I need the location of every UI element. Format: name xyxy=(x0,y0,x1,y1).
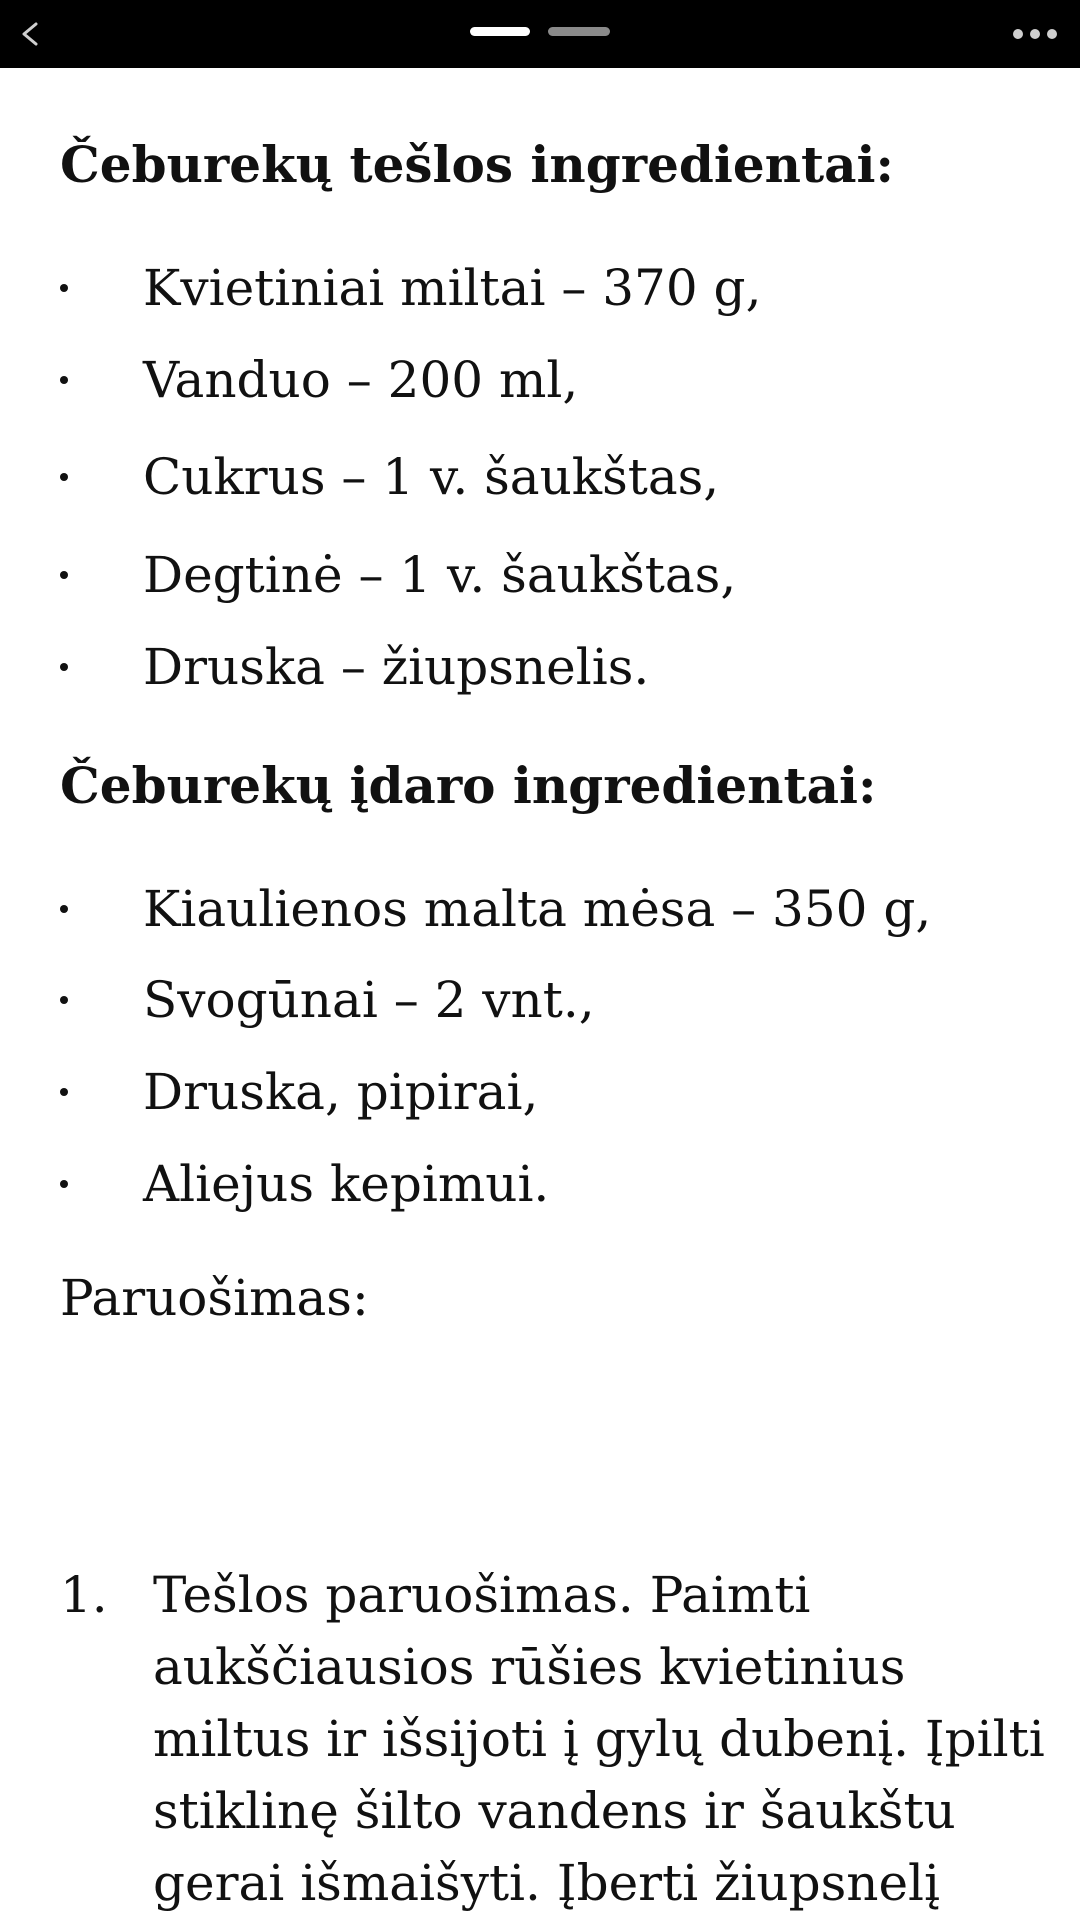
more-options-button[interactable] xyxy=(1010,18,1060,50)
filling-ingredients-heading: Čeburekų įdaro ingredientai: xyxy=(60,756,877,815)
step-text-line: stiklinę šilto vandens ir šaukštu xyxy=(153,1782,956,1840)
bullet-icon xyxy=(60,376,68,384)
more-horizontal-icon xyxy=(1010,18,1060,50)
list-item xyxy=(60,442,1040,512)
list-item xyxy=(60,345,1040,415)
page-indicator-1[interactable] xyxy=(470,27,530,36)
bullet-icon xyxy=(60,571,68,579)
top-toolbar xyxy=(0,0,1080,68)
list-item-text: Aliejus kepimui. xyxy=(143,1155,550,1213)
preparation-label: Paruošimas: xyxy=(60,1269,369,1327)
back-button[interactable] xyxy=(6,10,54,58)
list-item-text: Vanduo – 200 ml, xyxy=(143,351,579,409)
list-item xyxy=(60,965,1040,1035)
list-item-text: Cukrus – 1 v. šaukštas, xyxy=(143,448,720,506)
list-item xyxy=(60,632,1040,702)
list-item xyxy=(60,1149,1040,1219)
list-item-text: Druska, pipirai, xyxy=(143,1063,539,1121)
step-text-line: Tešlos paruošimas. Paimti xyxy=(153,1566,811,1624)
bullet-icon xyxy=(60,473,68,481)
list-item-text: Degtinė – 1 v. šaukštas, xyxy=(143,546,737,604)
chevron-left-icon xyxy=(6,10,54,58)
page-indicator-2[interactable] xyxy=(548,27,610,36)
step-text xyxy=(153,1559,1045,1919)
list-item xyxy=(60,253,1040,323)
list-item-text: Svogūnai – 2 vnt., xyxy=(143,971,595,1029)
bullet-icon xyxy=(60,1180,68,1188)
bullet-icon xyxy=(60,905,68,913)
step-text-line: gerai išmaišyti. Įberti žiupsnelį xyxy=(153,1854,941,1912)
list-item xyxy=(60,874,1040,944)
bullet-icon xyxy=(60,284,68,292)
dough-ingredients-heading: Čeburekų tešlos ingredientai: xyxy=(60,135,894,194)
list-item-text: Kiaulienos malta mėsa – 350 g, xyxy=(143,880,932,938)
list-item xyxy=(60,1057,1040,1127)
step-text-line: aukščiausios rūšies kvietinius xyxy=(153,1638,906,1696)
bullet-icon xyxy=(60,996,68,1004)
bullet-icon xyxy=(60,1088,68,1096)
list-item xyxy=(60,540,1040,610)
list-item-text: Kvietiniai miltai – 370 g, xyxy=(143,259,762,317)
step-text-line: miltus ir išsijoti į gylų dubenį. Įpilti xyxy=(153,1710,1045,1768)
list-item-text: Druska – žiupsnelis. xyxy=(143,638,650,696)
step-number: 1. xyxy=(60,1566,108,1624)
bullet-icon xyxy=(60,663,68,671)
